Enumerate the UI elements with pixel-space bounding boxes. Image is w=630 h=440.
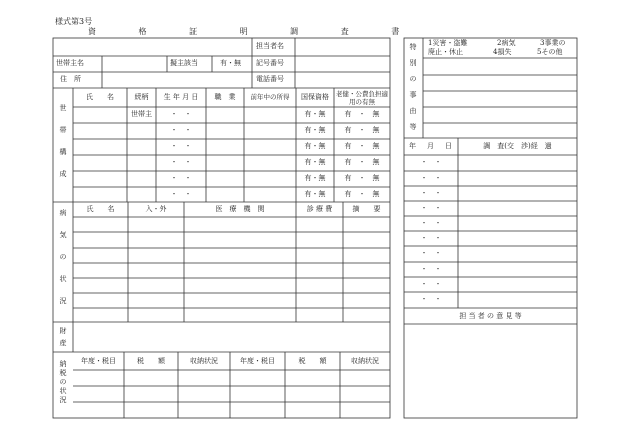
reason-4: 4損失: [493, 48, 512, 56]
family-date: ・ ・: [170, 190, 192, 198]
reason-1: 1災害・盗難: [428, 39, 468, 47]
kokuho-umu: 有・無: [304, 126, 326, 134]
family-date: ・ ・: [170, 142, 192, 150]
kokuho-umu: 有・無: [304, 174, 326, 182]
roken-umu: 有 ・ 無: [344, 158, 380, 166]
illness-col-fee: 診 療 費: [306, 205, 333, 213]
special-section-label: 特 別 の 事 由 等: [409, 43, 417, 131]
reason-2: 2病気: [497, 39, 516, 47]
inv-date: ・ ・: [420, 234, 442, 242]
kanyu-label: 擬主該当: [170, 59, 198, 67]
reason-3: 3事業の: [540, 39, 566, 47]
illness-col-inout: 入・外: [145, 205, 167, 213]
col-birthdate: 生 年 月 日: [163, 93, 199, 101]
roken-umu: 有 ・ 無: [344, 142, 380, 150]
inv-col-month: 月: [427, 142, 434, 150]
inv-date: ・ ・: [420, 265, 442, 273]
kokuho-umu: 有・無: [304, 110, 326, 118]
illness-section-label: 病 気 の 状 況: [59, 209, 67, 305]
col-kokuho: 国保資格: [301, 93, 329, 101]
illness-col-name: 氏 名: [86, 205, 115, 213]
family-date: ・ ・: [170, 158, 192, 166]
family-section-label: 世 帯 構 成: [59, 104, 67, 178]
col-roken: 老健・公費負担適用の有無: [336, 90, 388, 106]
family-date: ・ ・: [170, 174, 192, 182]
inv-date: ・ ・: [420, 174, 442, 182]
denwa-label: 電話番号: [256, 75, 284, 83]
inv-col-year: 年: [409, 142, 416, 150]
col-income: 前年中の所得: [250, 93, 290, 101]
tax-col-year: 年度・税目: [81, 357, 116, 365]
tantousha-label: 担当者名: [256, 42, 284, 50]
relation-head: 世帯主: [131, 110, 152, 118]
roken-umu: 有 ・ 無: [344, 174, 380, 182]
setainushi-label: 世帯主名: [56, 59, 84, 67]
kanyu-value: 有・無: [220, 59, 241, 67]
reason-5: 5その他: [537, 48, 563, 56]
inv-date: ・ ・: [420, 249, 442, 257]
tax-col-status: 収納状況: [190, 357, 218, 365]
kokuho-umu: 有・無: [304, 142, 326, 150]
tax-section-label: 納税の状況: [59, 360, 67, 404]
inv-date: ・ ・: [420, 295, 442, 303]
illness-col-notes: 摘 要: [352, 205, 381, 213]
tax-col-amount: 税 額: [137, 357, 165, 365]
tax-col-amount-2: 税 額: [298, 357, 327, 365]
roken-umu: 有 ・ 無: [344, 190, 380, 198]
roken-umu: 有 ・ 無: [344, 110, 380, 118]
form-number: 様式第3号: [55, 17, 93, 26]
inv-date: ・ ・: [420, 158, 442, 166]
col-name: 氏 名: [86, 93, 114, 101]
family-date: ・ ・: [170, 126, 192, 134]
inv-date: ・ ・: [420, 189, 442, 197]
reason-3b: 廃止・休止: [428, 48, 463, 56]
illness-col-hospital: 医 療 機 関: [215, 205, 265, 213]
col-occupation: 職 業: [214, 93, 236, 101]
opinion-label: 担 当 者 の 意 見 等: [459, 312, 522, 320]
family-date: ・ ・: [170, 110, 192, 118]
inv-date: ・ ・: [420, 219, 442, 227]
page-title: 資 格 証 明 調 査 書: [88, 27, 420, 36]
kigou-label: 記号番号: [256, 59, 284, 67]
inv-date: ・ ・: [420, 204, 442, 212]
tax-col-year-2: 年度・税目: [240, 357, 275, 365]
jusho-label: 住 所: [60, 75, 81, 83]
kokuho-umu: 有・無: [304, 158, 326, 166]
assets-section-label: 財 産: [59, 327, 67, 347]
col-relation: 続柄: [134, 93, 149, 101]
inv-col-progress: 調 査(交 渉)経 過: [483, 142, 552, 150]
tax-col-status-2: 収納状況: [351, 357, 379, 365]
inv-col-day: 日: [445, 142, 452, 150]
inv-date: ・ ・: [420, 280, 442, 288]
kokuho-umu: 有・無: [304, 190, 326, 198]
roken-umu: 有 ・ 無: [344, 126, 380, 134]
